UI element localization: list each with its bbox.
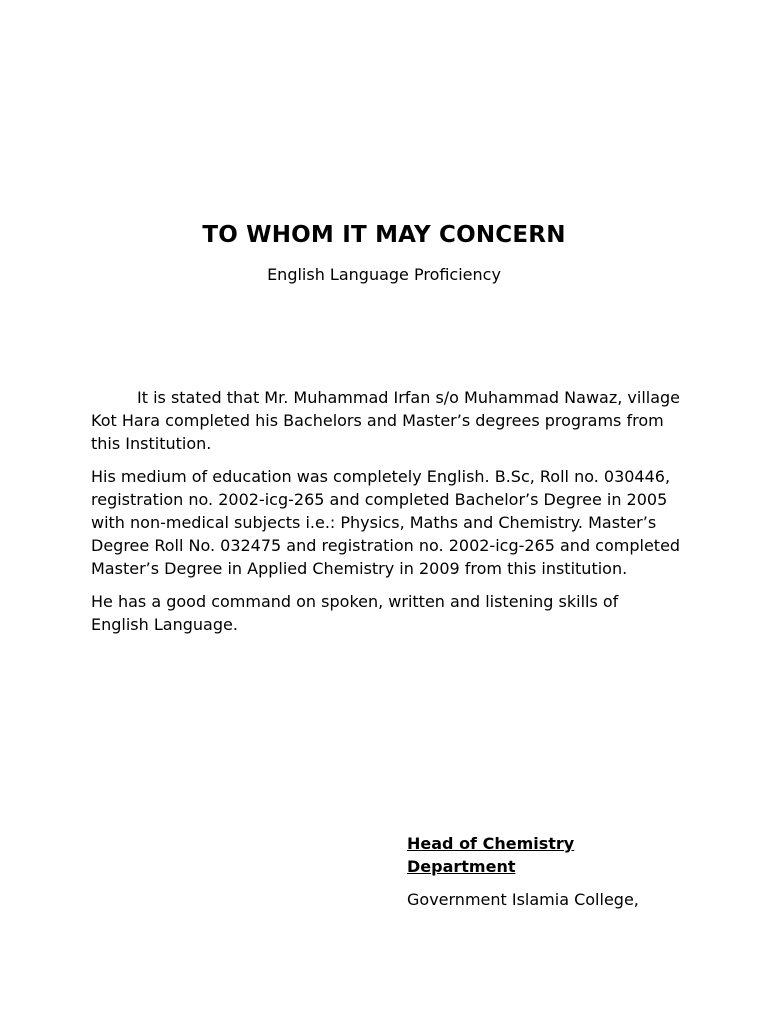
body-paragraph: His medium of education was completely English. B.Sc, Roll no. 030446, registration no. 2002-icg-265 and completed Bachelor’s Degree in 2005 with non-medical subjects i.e.: Physics, Maths and Chemistry. Master’s Degree Roll No. 032475 and registration no. 2002-icg-265 and completed Master’s Degree in Applied Chemistry in 2009 from this institution. <box>91 467 681 578</box>
body-paragraph: He has a good command on spoken, written and listening skills of English Language. <box>91 592 619 634</box>
body-paragraph: It is stated that Mr. Muhammad Irfan s/o Muhammad Nawaz, village Kot Hara completed his Bachelors and Master’s degrees programs from this Institution. <box>91 388 681 453</box>
document-body <box>91 386 681 646</box>
document-title: TO WHOM IT MAY CONCERN <box>202 222 566 248</box>
signature-title: Head of Chemistry Department <box>407 834 575 876</box>
signature-block <box>407 832 707 911</box>
signature-organization: Government Islamia College, <box>407 890 639 909</box>
document-subtitle: English Language Proficiency <box>267 265 501 284</box>
